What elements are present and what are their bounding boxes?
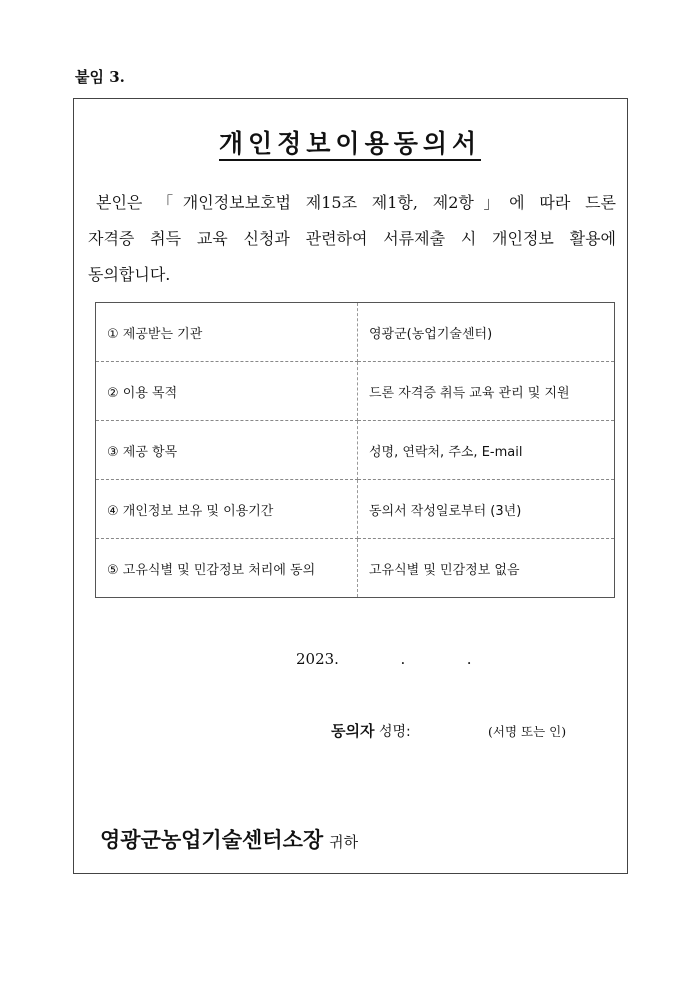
signer-label: 동의자	[331, 722, 375, 740]
table-row	[96, 362, 615, 421]
table-row	[96, 480, 615, 539]
value-cell: 고유식별 및 민감정보 없음	[369, 562, 520, 578]
item-cell: ③ 제공 항목	[96, 421, 358, 480]
item-cell: ① 제공받는 기관	[96, 303, 358, 362]
item-cell: ⑤ 고유식별 및 민감정보 처리에 동의	[96, 539, 358, 598]
title-text: 개인정보이용동의서	[219, 129, 481, 161]
addressee-suffix: 귀하	[329, 833, 359, 851]
paragraph-line: 동의합니다.	[88, 265, 171, 284]
item-cell: ② 이용 목적	[96, 362, 358, 421]
value-cell: 영광군(농업기술센터)	[358, 303, 615, 362]
table-row	[96, 421, 615, 480]
paragraph-line: 본인은 「개인정보보호법 제15조 제1항, 제2항」에 따라 드론	[96, 193, 616, 212]
value-cell: 성명, 연락처, 주소, E-mail	[358, 421, 615, 480]
item-cell: ④ 개인정보 보유 및 이용기간	[96, 480, 358, 539]
table-row	[96, 303, 615, 362]
consent-paragraph	[88, 185, 616, 293]
signature-note: (서명 또는 인)	[488, 724, 567, 739]
paragraph-line: 자격증 취득 교육 신청과 관련하여 서류제출 시 개인정보 활용에	[88, 229, 616, 248]
table-row	[96, 539, 615, 598]
addressee	[100, 824, 358, 854]
value-cell: 동의서 작성일로부터 (3년)	[358, 480, 615, 539]
attachment-label: 붙임 3.	[75, 68, 125, 86]
consent-table	[95, 302, 615, 598]
document-title	[0, 124, 700, 160]
addressee-name: 영광군농업기술센터소장	[100, 827, 324, 852]
date-field[interactable]: 2023. . .	[296, 650, 472, 668]
signature-field[interactable]	[331, 720, 411, 741]
value-cell: 드론 자격증 취득 교육 관리 및 지원	[358, 362, 615, 421]
name-label: 성명:	[378, 724, 411, 740]
